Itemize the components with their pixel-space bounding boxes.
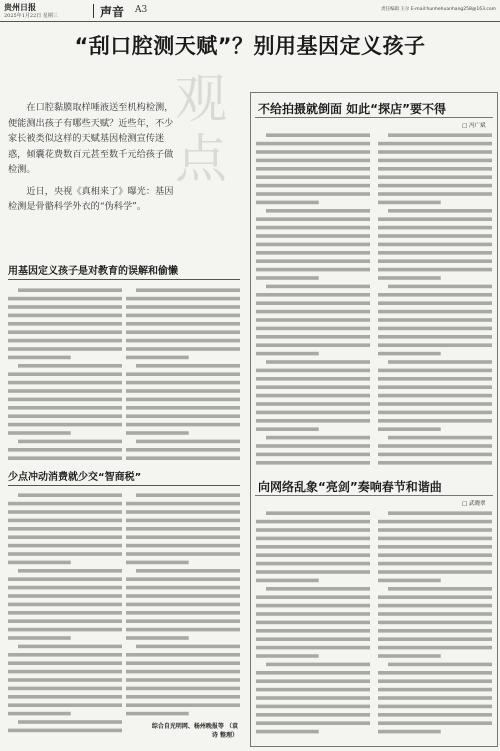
text-line (8, 619, 122, 623)
text-line (256, 453, 370, 457)
text-line (126, 535, 240, 539)
text-line (126, 305, 240, 309)
text-line (378, 730, 441, 734)
text-line (126, 456, 240, 460)
text-line (126, 678, 240, 682)
text-line (256, 671, 370, 675)
text-line (256, 646, 370, 650)
text-line (378, 461, 492, 465)
text-line (388, 511, 492, 515)
text-line (256, 251, 370, 255)
text-line (378, 411, 492, 415)
text-line (378, 301, 492, 305)
text-line (256, 696, 370, 700)
text-line (8, 398, 122, 402)
section-name: 声音 (100, 5, 125, 19)
text-line (378, 528, 492, 532)
right-section-1-col-1 (256, 131, 370, 469)
text-line (256, 570, 370, 574)
text-line (378, 150, 492, 154)
text-line (8, 577, 122, 581)
right-section-1-col-2 (378, 131, 492, 469)
text-line (378, 570, 492, 574)
right-section-1-byline: □ 冯广斌 (462, 123, 486, 129)
right-section-2-byline: □ 武晓翠 (462, 501, 486, 507)
text-line (388, 436, 492, 440)
text-line (378, 537, 492, 541)
text-line (8, 603, 122, 607)
text-line (126, 619, 240, 623)
text-line (8, 519, 122, 523)
right-section-1-heading: 不给拍摄就倒面 如此“探店”要不得 (258, 102, 446, 116)
header-divider (93, 4, 94, 18)
text-line (8, 305, 122, 309)
text-line (136, 288, 240, 292)
text-line (266, 360, 370, 364)
text-line (126, 448, 240, 452)
text-line (266, 511, 370, 515)
text-line (388, 663, 492, 667)
text-line (136, 364, 240, 368)
text-line (126, 670, 240, 674)
main-headline: “刮口腔测天赋”？别用基因定义孩子 (74, 34, 426, 58)
text-line (126, 527, 240, 531)
text-line (256, 167, 370, 171)
text-line (8, 552, 122, 556)
text-line (126, 628, 240, 632)
text-line (8, 406, 122, 410)
text-line (256, 444, 370, 448)
text-line (8, 628, 122, 632)
text-line (378, 629, 492, 633)
text-line (256, 327, 370, 331)
text-line (378, 654, 441, 658)
text-lines (8, 286, 122, 464)
text-line (8, 636, 71, 640)
text-line (378, 688, 492, 692)
text-line (8, 347, 122, 351)
text-line (8, 330, 122, 334)
text-line (378, 310, 492, 314)
text-line (256, 310, 370, 314)
text-line (378, 705, 492, 709)
text-line (256, 461, 370, 465)
text-line (256, 226, 370, 230)
text-line (126, 653, 240, 657)
text-line (8, 372, 122, 376)
text-line (378, 327, 492, 331)
text-line (126, 356, 189, 360)
text-line (256, 293, 370, 297)
text-line (388, 209, 492, 213)
text-line (256, 159, 370, 163)
text-line (256, 411, 370, 415)
text-lines (378, 131, 492, 469)
text-line (256, 604, 370, 608)
text-line (256, 268, 370, 272)
text-line (266, 209, 370, 213)
text-line (8, 502, 122, 506)
text-line (256, 730, 319, 734)
text-line (256, 385, 370, 389)
text-line (378, 293, 492, 297)
text-line (266, 436, 370, 440)
text-line (126, 577, 240, 581)
text-line (388, 360, 492, 364)
text-line (256, 537, 370, 541)
text-line (256, 192, 370, 196)
text-line (256, 721, 370, 725)
text-line (378, 192, 492, 196)
left-section-2-rule (8, 485, 240, 486)
text-line (256, 637, 370, 641)
text-line (8, 314, 122, 318)
right-section-2-col-1 (256, 509, 370, 741)
text-line (378, 184, 492, 188)
text-line (126, 703, 240, 707)
text-line (8, 339, 122, 343)
text-line (378, 226, 492, 230)
text-line (378, 427, 441, 431)
text-line (126, 414, 240, 418)
text-line (266, 285, 370, 289)
text-line (378, 335, 492, 339)
right-section-2-col-2 (378, 509, 492, 741)
source-note: 综合自光明网、杨州晚报等 （袁诗 整理） (151, 723, 238, 739)
text-line (256, 419, 370, 423)
text-line (378, 377, 492, 381)
text-line (126, 406, 240, 410)
text-line (8, 703, 122, 707)
right-section-2-rule (255, 495, 493, 496)
text-line (126, 398, 240, 402)
text-line (8, 594, 122, 598)
text-line (378, 604, 492, 608)
text-line (256, 276, 319, 280)
text-line (126, 611, 240, 615)
text-line (256, 579, 319, 583)
text-lines (256, 509, 370, 741)
text-line (256, 377, 370, 381)
text-line (18, 440, 122, 444)
text-line (256, 301, 370, 305)
text-line (378, 696, 492, 700)
decorative-watermark: 观点 (175, 70, 228, 190)
text-line (256, 528, 370, 532)
text-line (378, 352, 441, 356)
text-line (378, 318, 492, 322)
text-line (378, 646, 492, 650)
text-line (18, 720, 122, 724)
text-line (378, 520, 492, 524)
text-line (126, 695, 240, 699)
text-line (256, 612, 370, 616)
text-line (126, 712, 189, 716)
left-section-2-heading: 少点冲动消费就少交“智商税” (8, 472, 142, 483)
text-line (8, 695, 122, 699)
text-line (256, 318, 370, 322)
right-section-2-heading: 向网络乱象“亮剑”奏响春节和谐曲 (258, 480, 442, 494)
text-line (126, 322, 240, 326)
text-line (8, 670, 122, 674)
text-lines (256, 131, 370, 469)
text-line (126, 519, 240, 523)
lead-paragraph-2: 近日，央视《真相来了》曝光：基因检测是骨骼科学外衣的“伪科学”。 (8, 185, 174, 212)
text-line (126, 347, 240, 351)
text-line (256, 369, 370, 373)
text-line (8, 448, 122, 452)
text-line (256, 705, 370, 709)
text-line (8, 535, 122, 539)
text-line (136, 569, 240, 573)
editor-info: 责任编辑 王尔 E-mail:hunhehuanhang258@163.com (380, 7, 496, 12)
text-line (256, 234, 370, 238)
text-line (256, 562, 370, 566)
text-line (126, 423, 240, 427)
text-line (18, 493, 122, 497)
text-line (378, 159, 492, 163)
text-line (126, 552, 240, 556)
text-line (256, 394, 370, 398)
text-line (378, 562, 492, 566)
text-line (388, 587, 492, 591)
text-line (136, 645, 240, 649)
text-line (8, 510, 122, 514)
text-line (126, 603, 240, 607)
text-line (8, 712, 71, 716)
text-line (256, 427, 319, 431)
text-line (8, 729, 122, 733)
text-line (126, 594, 240, 598)
text-line (126, 544, 240, 548)
text-line (126, 636, 189, 640)
text-lines (378, 509, 492, 741)
text-line (378, 394, 492, 398)
text-line (378, 259, 492, 263)
text-line (378, 713, 492, 717)
text-line (378, 444, 492, 448)
text-line (126, 372, 240, 376)
text-line (256, 713, 370, 717)
text-line (378, 545, 492, 549)
text-line (126, 510, 240, 514)
text-line (378, 579, 441, 583)
text-line (378, 142, 492, 146)
text-line (126, 561, 189, 565)
text-line (388, 133, 492, 137)
text-line (256, 520, 370, 524)
text-line (378, 453, 492, 457)
left-section-1-col-2 (126, 286, 240, 464)
text-line (256, 175, 370, 179)
issue-date: 2025年1月22日 星期三 (4, 13, 58, 19)
text-line (378, 595, 492, 599)
text-line (266, 663, 370, 667)
text-line (8, 297, 122, 301)
text-line (8, 687, 122, 691)
text-line (256, 217, 370, 221)
text-line (256, 352, 319, 356)
text-line (378, 167, 492, 171)
text-line (378, 243, 492, 247)
text-line (126, 297, 240, 301)
text-line (256, 595, 370, 599)
text-line (378, 721, 492, 725)
text-line (126, 339, 240, 343)
text-line (388, 285, 492, 289)
text-line (256, 335, 370, 339)
text-line (256, 184, 370, 188)
text-line (256, 243, 370, 247)
text-line (126, 431, 189, 435)
text-line (8, 661, 122, 665)
lead-paragraphs (8, 100, 178, 221)
text-line (8, 322, 122, 326)
text-line (18, 569, 122, 573)
page-number: A3 (135, 5, 148, 15)
text-line (18, 645, 122, 649)
text-line (8, 678, 122, 682)
text-line (8, 381, 122, 385)
text-line (378, 268, 492, 272)
text-line (378, 637, 492, 641)
text-line (18, 364, 122, 368)
text-line (126, 687, 240, 691)
page-header (0, 0, 500, 22)
text-line (378, 385, 492, 389)
text-line (256, 259, 370, 263)
text-line (8, 653, 122, 657)
text-line (378, 276, 441, 280)
text-lines (8, 491, 122, 741)
text-line (266, 133, 370, 137)
text-line (378, 419, 492, 423)
left-section-1-rule (8, 279, 240, 280)
text-line (378, 369, 492, 373)
text-line (256, 629, 370, 633)
text-line (256, 654, 319, 658)
text-line (126, 381, 240, 385)
text-line (256, 621, 370, 625)
text-line (378, 402, 492, 406)
text-line (378, 343, 492, 347)
text-line (378, 679, 492, 683)
text-line (378, 621, 492, 625)
text-line (256, 343, 370, 347)
text-line (126, 661, 240, 665)
text-line (136, 493, 240, 497)
newspaper-name: 贵州日报 (4, 2, 36, 12)
text-line (256, 553, 370, 557)
text-line (8, 356, 71, 360)
text-line (378, 553, 492, 557)
text-line (256, 688, 370, 692)
text-line (126, 502, 240, 506)
lead-paragraph-1: 在口腔黏膜取样唾液送至机构检测，便能测出孩子有哪些天赋？近些年，不少家长被类似这样的天赋基因检测宣传迷惑，倾囊花费数百元甚至数千元给孩子做检测。 (8, 102, 174, 175)
text-line (126, 586, 240, 590)
text-lines (126, 286, 240, 464)
text-line (136, 440, 240, 444)
text-line (256, 150, 370, 154)
left-section-1-heading: 用基因定义孩子是对教育的误解和偷懒 (8, 266, 178, 277)
left-section-1-col-1 (8, 286, 122, 464)
text-line (8, 423, 122, 427)
text-line (256, 679, 370, 683)
left-section-2-col-1 (8, 491, 122, 741)
text-line (266, 587, 370, 591)
text-line (378, 175, 492, 179)
text-line (378, 234, 492, 238)
text-line (8, 456, 122, 460)
text-line (256, 545, 370, 549)
text-line (256, 142, 370, 146)
text-line (18, 288, 122, 292)
text-line (8, 544, 122, 548)
text-line (8, 561, 71, 565)
text-line (126, 330, 240, 334)
left-section-2-col-2 (126, 491, 240, 719)
right-section-1-rule (255, 117, 493, 118)
text-line (8, 431, 71, 435)
text-line (256, 402, 370, 406)
text-lines (126, 491, 240, 719)
text-line (378, 612, 492, 616)
text-line (126, 314, 240, 318)
text-line (8, 389, 122, 393)
text-line (8, 414, 122, 418)
text-line (126, 389, 240, 393)
text-line (378, 671, 492, 675)
text-line (256, 201, 319, 205)
text-line (8, 586, 122, 590)
text-line (378, 251, 492, 255)
text-line (378, 201, 441, 205)
text-line (8, 527, 122, 531)
text-line (8, 611, 122, 615)
text-line (378, 217, 492, 221)
